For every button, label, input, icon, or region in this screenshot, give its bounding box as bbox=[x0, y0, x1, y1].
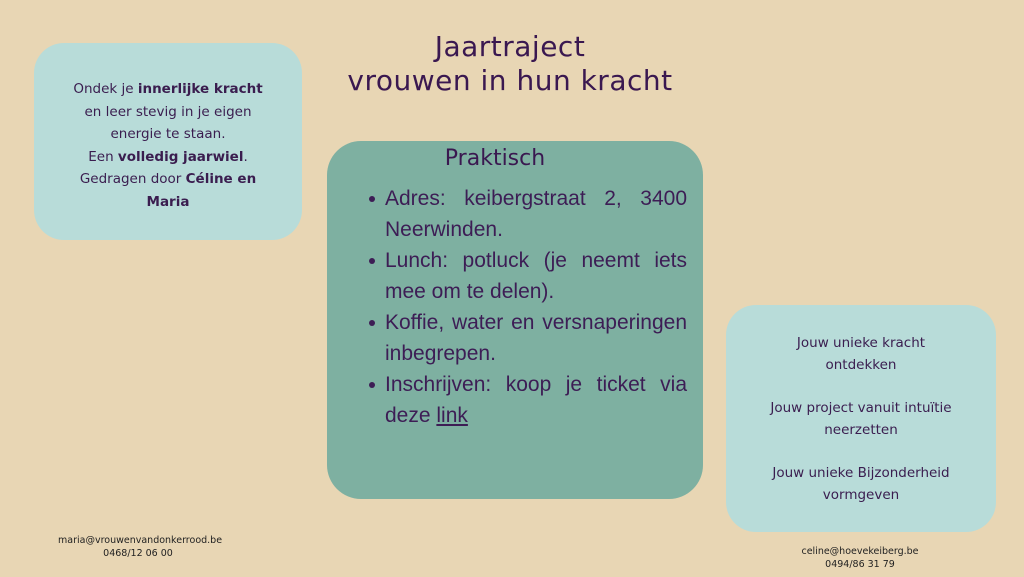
benefit-line: neerzetten bbox=[824, 422, 898, 438]
list-item: Koffie, water en versnaperingen inbegrepen. bbox=[385, 307, 687, 369]
contact-phone: 0494/86 31 79 bbox=[825, 559, 895, 570]
intro-line-5 bbox=[48, 168, 288, 191]
intro-text: Ondek je bbox=[73, 81, 138, 97]
intro-highlight: volledig jaarwiel bbox=[117, 148, 244, 165]
benefit-line: vormgeven bbox=[822, 487, 900, 503]
intro-text: Een bbox=[88, 148, 118, 165]
title-line-1: Jaartraject bbox=[434, 30, 586, 63]
intro-line-4 bbox=[48, 146, 288, 169]
benefit-line: ontdekken bbox=[825, 357, 897, 373]
intro-line-6 bbox=[48, 191, 288, 214]
intro-line-3: energie te staan. bbox=[110, 126, 226, 142]
benefits-card bbox=[726, 305, 996, 532]
intro-text: Gedragen door bbox=[79, 171, 186, 187]
list-item: Adres: keibergstraat 2, 3400 Neerwinden. bbox=[385, 183, 687, 245]
page-title bbox=[300, 30, 720, 98]
list-item: Lunch: potluck (je neemt iets mee om te delen). bbox=[385, 245, 687, 307]
intro-line-1 bbox=[48, 78, 288, 101]
ticket-link[interactable]: link bbox=[436, 404, 468, 427]
intro-card bbox=[34, 43, 302, 240]
intro-text: . bbox=[243, 148, 248, 165]
intro-highlight: Céline en bbox=[185, 171, 257, 187]
list-item bbox=[385, 369, 687, 431]
intro-highlight: Maria bbox=[146, 193, 190, 210]
contact-email: celine@hoevekeiberg.be bbox=[801, 546, 919, 557]
title-line-2: vrouwen in hun kracht bbox=[347, 64, 673, 97]
contact-maria bbox=[58, 534, 223, 560]
benefit-item bbox=[726, 462, 996, 506]
benefit-item bbox=[726, 332, 996, 376]
benefit-line: Jouw unieke kracht bbox=[796, 335, 926, 351]
intro-line-2: en leer stevig in je eigen bbox=[84, 103, 252, 120]
contact-celine bbox=[790, 545, 930, 571]
practical-list bbox=[385, 183, 687, 431]
intro-highlight: innerlijke kracht bbox=[137, 81, 263, 97]
benefit-item bbox=[726, 397, 996, 441]
benefit-line: Jouw project vanuit intuïtie bbox=[770, 400, 952, 416]
practical-heading: Praktisch bbox=[444, 146, 546, 171]
benefit-line: Jouw unieke Bijzonderheid bbox=[772, 465, 950, 481]
practical-card bbox=[327, 141, 703, 499]
list-item-text: Inschrijven: koop je ticket via deze bbox=[385, 373, 687, 427]
contact-phone: 0468/12 06 00 bbox=[103, 548, 173, 559]
contact-email: maria@vrouwenvandonkerrood.be bbox=[58, 535, 223, 546]
